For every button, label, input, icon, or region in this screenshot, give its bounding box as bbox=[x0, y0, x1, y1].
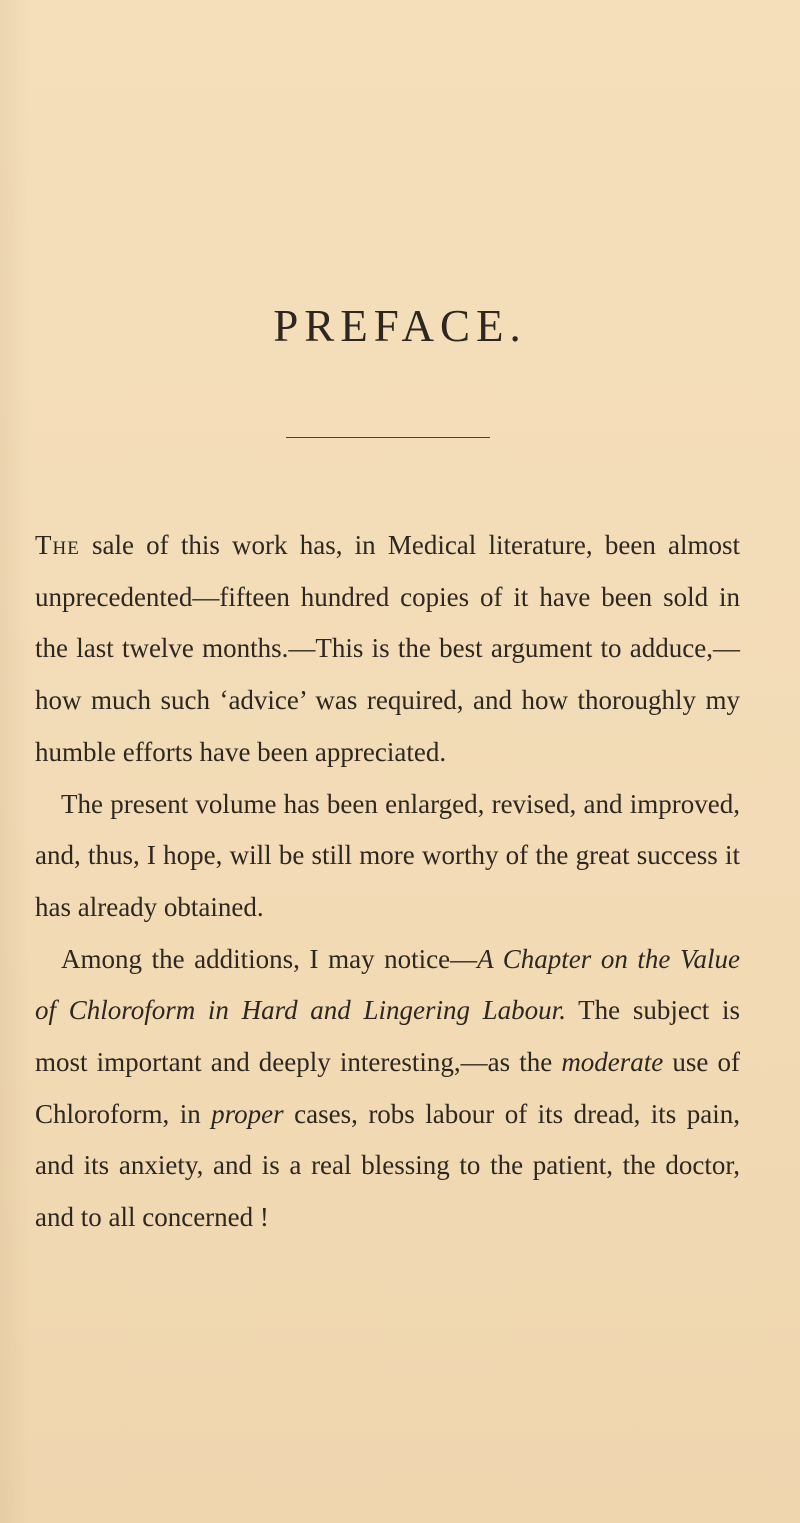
paragraph-1-text: sale of this work has, in Medical literature, been almost unprecedented—fifteen hundred copies of it have been sold in the last twelve months.—This is the best argument to adduce,—how much such ‘advice’ was required, and how thoroughly my humble efforts have been appreciated. bbox=[35, 530, 741, 767]
page-gutter-shadow bbox=[0, 0, 30, 1523]
paragraph-1-lead: The bbox=[35, 530, 80, 560]
chapter-title-italic: A Chapter on the Value of Chloroform in Hard and Lingering Labour. bbox=[35, 943, 740, 1026]
paragraph-1 bbox=[35, 520, 740, 779]
preface-body bbox=[35, 520, 740, 1244]
page-title: PREFACE. bbox=[273, 301, 527, 351]
moderate-italic: moderate bbox=[561, 1047, 664, 1078]
paragraph-2: The present volume has been enlarged, revised, and improved, and, thus, I hope, will be still more worthy of the great success it has already obtained. bbox=[35, 788, 740, 922]
paragraph-3-part1: Among the additions, I may notice— bbox=[61, 943, 478, 974]
paragraph-3-part3: use of Chloroform, in bbox=[35, 1047, 740, 1129]
paragraph-3-part2: The subject is most important and deeply interesting,—as the bbox=[35, 995, 740, 1078]
proper-italic: proper bbox=[211, 1098, 284, 1129]
paragraph-3-part4: cases, robs labour of its dread, its pain, and its anxiety, and is a real blessing to the patient, the doctor, and to all concerned ! bbox=[35, 1098, 741, 1233]
title-rule-divider bbox=[286, 437, 490, 438]
paragraph-3 bbox=[35, 934, 740, 1244]
